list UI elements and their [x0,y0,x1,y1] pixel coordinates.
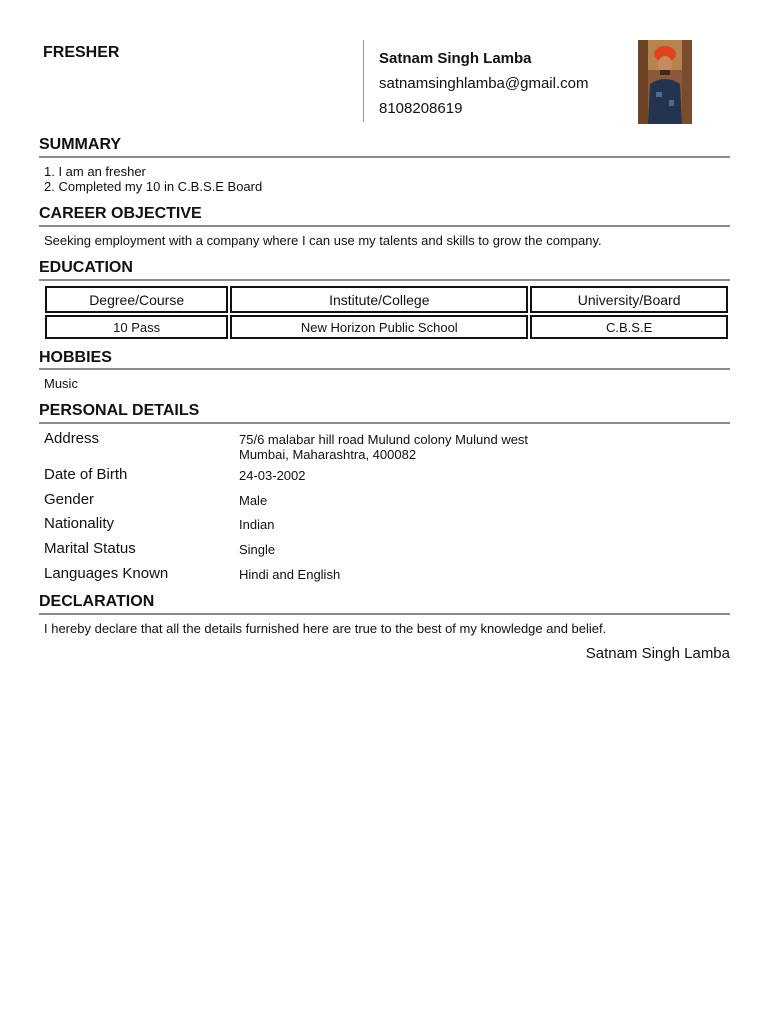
summary-item: 1. I am an fresher [44,164,146,179]
education-row [45,315,728,339]
address-line-1: 75/6 malabar hill road Mulund colony Mulund west [239,432,529,447]
header-divider [363,40,364,122]
summary-item: 2. Completed my 10 in C.B.S.E Board [44,179,263,194]
declaration-divider [39,613,730,615]
career-objective-title: CAREER OBJECTIVE [39,205,202,222]
career-objective-text: Seeking employment with a company where I can use my talents and skills to grow the company. [44,233,602,248]
detail-value-marital-status: Single [239,542,276,557]
signature-name: Satnam Singh Lamba [585,645,730,662]
candidate-email: satnamsinghlamba@gmail.com [379,75,589,92]
education-header-cell: Degree/Course [45,286,228,313]
detail-label-dob: Date of Birth [44,466,128,483]
education-divider [39,279,730,281]
career-objective-divider [39,225,730,227]
declaration-title: DECLARATION [39,593,155,610]
address-line-2: Mumbai, Maharashtra, 400082 [239,447,417,462]
detail-label-marital-status: Marital Status [44,540,136,557]
detail-value-dob: 24-03-2002 [239,468,306,483]
detail-label-address: Address [44,430,100,447]
education-title: EDUCATION [39,259,133,276]
detail-value-gender: Male [239,493,268,508]
hobbies-title: HOBBIES [39,349,112,366]
candidate-phone: 8108208619 [379,100,463,117]
education-table [43,284,730,341]
detail-value-nationality: Indian [239,517,275,532]
personal-details-title: PERSONAL DETAILS [39,402,200,419]
education-header-cell: Institute/College [230,286,528,313]
education-cell: 10 Pass [45,315,228,339]
declaration-text: I hereby declare that all the details furnished here are true to the best of my knowledge and belief. [44,621,607,636]
education-cell: New Horizon Public School [230,315,528,339]
detail-label-languages: Languages Known [44,565,169,582]
education-header-row [45,286,728,313]
education-cell: C.B.S.E [530,315,728,339]
candidate-name: Satnam Singh Lamba [379,50,532,67]
hobby-item: Music [44,376,78,391]
detail-value-address [239,432,528,462]
hobbies-divider [39,368,730,370]
education-header-cell: University/Board [530,286,728,313]
summary-title: SUMMARY [39,136,122,153]
detail-value-languages: Hindi and English [239,567,341,582]
detail-label-nationality: Nationality [44,515,115,532]
profile-photo-icon [638,40,692,124]
detail-label-gender: Gender [44,491,95,508]
profile-photo [638,40,692,124]
summary-divider [39,156,730,158]
personal-details-divider [39,422,730,424]
resume-headline: FRESHER [43,44,120,61]
